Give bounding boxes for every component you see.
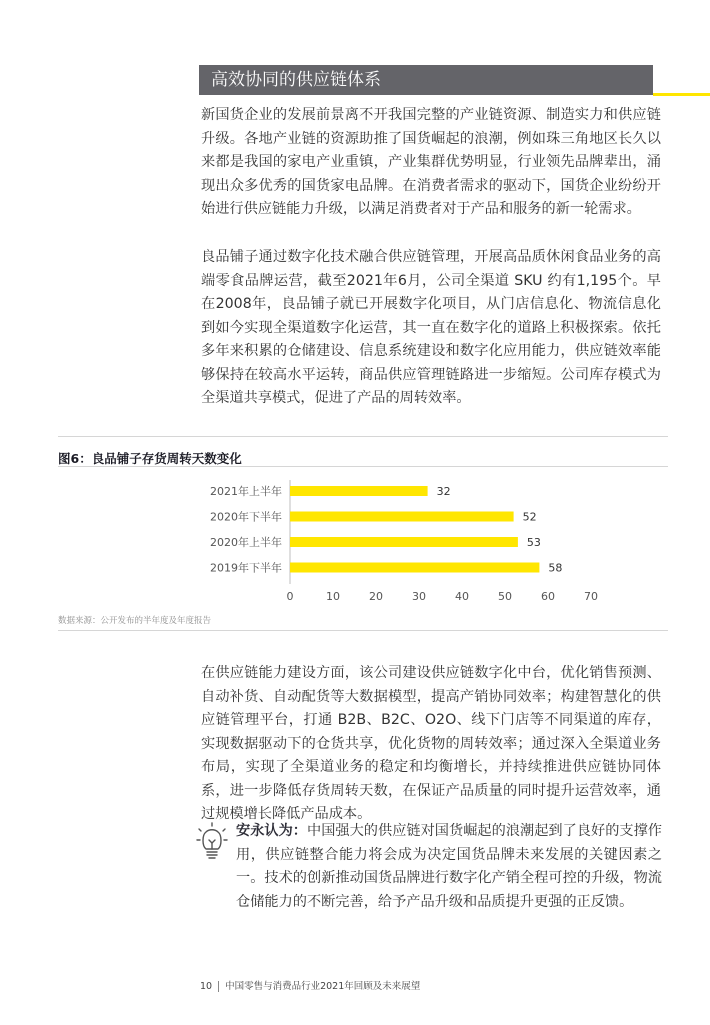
- bar: [290, 537, 518, 547]
- bar: [290, 563, 539, 573]
- paragraph-2: 良品铺子通过数字化技术融合供应链管理，开展高品质休闲食品业务的高端零食品牌运营，截至2021年6月，公司全渠道 SKU 约有1,195个。早在2008年，良品铺子就已开展数字化项目，从门店信息化、物流信息化到如今实现全渠道数字化运营，其一直在数字化的道路上积极探索。依托多年来积累的仓储建设、信息系统建设和数字化应用能力，供应链效率能够保持在较高水平运转，商品供应管理链路进一步缩短。公司库存模式为全渠道共享模式，促进了产品的周转效率。: [201, 249, 661, 406]
- page-number: 10: [200, 981, 219, 992]
- category-label: 2020年下半年: [210, 510, 282, 524]
- bar: [290, 486, 428, 496]
- category-label: 2020年上半年: [210, 536, 282, 549]
- x-tick-label: 60: [541, 590, 555, 603]
- data-label: 32: [436, 485, 451, 498]
- figure-bottom-divider: [58, 630, 668, 631]
- report-title: 中国零售与消费品行业2021年回顾及未来展望: [225, 981, 421, 992]
- insight-block: [236, 820, 662, 914]
- x-tick-label: 30: [412, 590, 426, 603]
- data-label: 58: [548, 561, 563, 575]
- x-tick-label: 70: [584, 590, 598, 603]
- category-label: 2021年上半年: [210, 485, 282, 498]
- figure-title-divider: [58, 466, 668, 467]
- accent-line: [653, 93, 710, 96]
- x-tick-label: 40: [455, 590, 469, 603]
- figure-top-divider: [58, 436, 668, 437]
- insight-text: 中国强大的供应链对国货崛起的浪潮起到了良好的支撑作用，供应链整合能力将会成为决定国货品牌未来发展的关键因素之一。技术的创新推动国货品牌进行数字化产销全程可控的升级，物流仓储能力的不断完善，给予产品升级和品质提升更强的正反馈。: [236, 823, 662, 910]
- figure-source: 数据来源：公开发布的半年度及年度报告: [58, 616, 212, 626]
- footer: [200, 978, 420, 992]
- data-label: 52: [522, 510, 537, 524]
- x-tick-label: 10: [326, 590, 340, 603]
- paragraph-3: 在供应链能力建设方面，该公司建设供应链数字化中台，优化销售预测、自动补货、自动配货等大数据模型，提高产销协同效率；构建智慧化的供应链管理平台，打通 B2B、B2C、O2O、线下门店等不同渠道的库存，实现数据驱动下的仓货共享，优化货物的周转效率；通过深入全渠道业务布局，实现了全渠道业务的稳定和均衡增长，并持续推进供应链协同体系，进一步降低存货周转天数，在保证产品质量的同时提升运营效率，通过规模增长降低产品成本。: [201, 665, 661, 822]
- paragraph-1: 新国货企业的发展前景离不开我国完整的产业链资源、制造实力和供应链升级。各地产业链的资源助推了国货崛起的浪潮，例如珠三角地区长久以来都是我国的家电产业重镇，产业集群优势明显，行业领先品牌辈出，涌现出众多优秀的国货家电品牌。在消费者需求的驱动下，国货企业纷纷开始进行供应链能力升级，以满足消费者对于产品和服务的新一轮需求。: [201, 107, 661, 217]
- figure-title: 图6：良品铺子存货周转天数变化: [58, 451, 242, 466]
- insight-label: 安永认为：: [236, 823, 307, 839]
- category-label: 2019年下半年: [210, 561, 282, 575]
- section-title: 高效协同的供应链体系: [199, 65, 653, 95]
- x-tick-label: 20: [369, 590, 383, 603]
- turnover-days-bar-chart: [190, 478, 620, 608]
- x-tick-label: 0: [286, 590, 294, 603]
- data-label: 53: [526, 536, 541, 549]
- bar: [290, 512, 514, 522]
- lightbulb-icon: [196, 822, 228, 862]
- x-tick-label: 50: [498, 590, 512, 603]
